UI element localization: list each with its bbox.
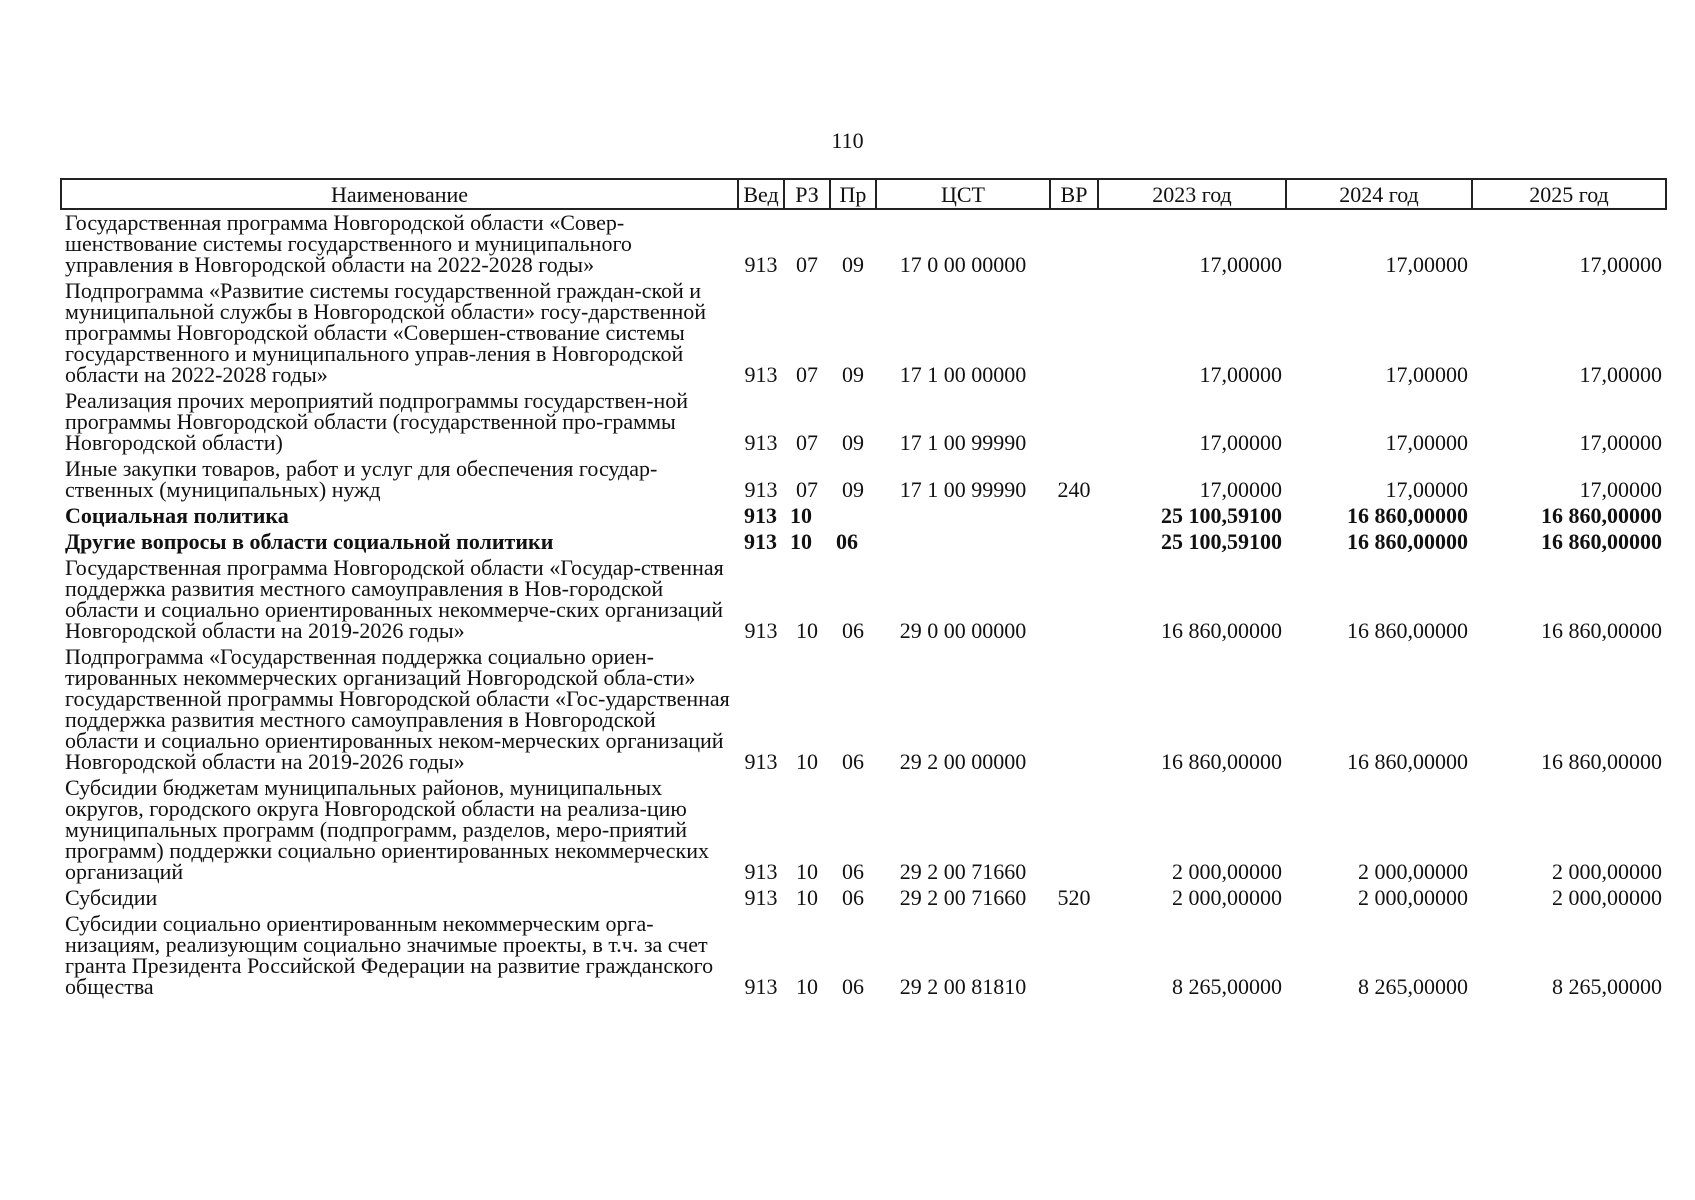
row-pr: 06	[842, 974, 864, 999]
row-name: Подпрограмма «Развитие системы государственной граждан-ской и муниципальной службы в Новгородской области» госу-дарственной программы Новгородской области «Совершен-ствование системы государственного и муниципального управ-ления в Новгородской области на 2022-2028 годы»	[65, 278, 706, 387]
header-pr: Пр	[830, 179, 876, 209]
table-row	[61, 503, 1666, 529]
page-number: 110	[831, 128, 864, 153]
row-cst	[876, 529, 1050, 555]
row-vr	[1050, 775, 1098, 885]
row-name: Субсидии бюджетам муниципальных районов, муниципальных округов, городского округа Новгородской области на реализа-цию муниципальных программ (подпрограмм, разделов, меро-приятий программ) поддержки социально ориентированных некоммерческих организаций	[65, 775, 709, 884]
row-ved: 913	[744, 974, 778, 999]
row-ved: 913	[744, 252, 778, 277]
row-rz: 07	[796, 430, 818, 455]
row-ved: 913	[744, 749, 778, 774]
row-ved: 913	[744, 477, 778, 502]
header-2024: 2024 год	[1286, 179, 1472, 209]
row-rz: 10	[796, 885, 818, 910]
row-2025: 2 000,00000	[1552, 859, 1662, 884]
row-name: Субсидии социально ориентированным некоммерческим орга-низациям, реализующим социально значимые проекты, в т.ч. за счет гранта Президента Российской Федерации на развитие гражданского общества	[65, 911, 714, 999]
row-2023: 17,00000	[1199, 477, 1282, 502]
row-name: Субсидии	[65, 885, 158, 910]
table-row	[61, 278, 1666, 388]
row-name: Реализация прочих мероприятий подпрограммы государствен-ной программы Новгородской области (государственной про-граммы Новгородской области)	[65, 388, 689, 455]
row-2024: 17,00000	[1385, 430, 1468, 455]
row-ved: 913	[744, 430, 778, 455]
row-2023: 2 000,00000	[1172, 859, 1282, 884]
row-2024: 16 860,00000	[1347, 618, 1468, 643]
table-row	[61, 456, 1666, 503]
row-cst: 29 2 00 71660	[899, 885, 1027, 910]
row-name: Подпрограмма «Государственная поддержка социально ориен-тированных некоммерческих организаций Новгородской обла-сти» государственной программы Новгородской области «Гос-ударственная поддержка развития местного самоуправления в Новгородской области и социально ориентированных неком-мерческих организаций Новгородской области на 2019-2026 годы»	[65, 644, 730, 774]
row-rz: 07	[796, 252, 818, 277]
table-row	[61, 529, 1666, 555]
table-body	[61, 209, 1666, 1000]
row-2024: 16 860,00000	[1347, 749, 1468, 774]
row-2024: 8 265,00000	[1358, 974, 1468, 999]
row-2025: 17,00000	[1579, 430, 1662, 455]
header-2025: 2025 год	[1472, 179, 1666, 209]
row-pr	[830, 503, 876, 529]
row-2023: 25 100,59100	[1161, 503, 1282, 528]
row-name: Государственная программа Новгородской области «Государ-ственная поддержка развития местного самоуправления в Нов-городской области и социально ориентированных некоммерче-ских организаций Новгородской области на 2019-2026 годы»	[65, 555, 724, 643]
row-2025: 16 860,00000	[1541, 529, 1662, 554]
row-cst: 29 2 00 71660	[899, 859, 1027, 884]
header-name: Наименование	[61, 179, 738, 209]
row-2025: 17,00000	[1579, 477, 1662, 502]
row-2023: 16 860,00000	[1161, 749, 1282, 774]
row-vr	[1050, 555, 1098, 644]
row-pr: 09	[842, 362, 864, 387]
row-ved: 913	[744, 529, 777, 554]
row-pr: 06	[842, 859, 864, 884]
row-name: Государственная программа Новгородской области «Совер-шенствование системы государственного и муниципального управления в Новгородской области на 2022-2028 годы»	[65, 210, 632, 277]
row-cst: 17 0 00 00000	[899, 252, 1027, 277]
row-rz: 10	[796, 618, 818, 643]
row-2023: 17,00000	[1199, 252, 1282, 277]
row-rz: 07	[796, 477, 818, 502]
row-2023: 17,00000	[1199, 430, 1282, 455]
row-2024: 2 000,00000	[1358, 859, 1468, 884]
table-row	[61, 555, 1666, 644]
row-vr	[1050, 503, 1098, 529]
row-cst: 17 1 00 99990	[899, 477, 1027, 502]
row-cst: 29 0 00 00000	[899, 618, 1027, 643]
row-pr: 09	[842, 477, 864, 502]
table-row	[61, 775, 1666, 885]
row-vr	[1050, 388, 1098, 456]
row-2023: 25 100,59100	[1161, 529, 1282, 554]
header-ved: Вед	[738, 179, 784, 209]
table-row	[61, 644, 1666, 775]
row-pr: 06	[836, 529, 858, 554]
row-vr: 240	[1057, 477, 1091, 502]
row-2023: 2 000,00000	[1172, 885, 1282, 910]
row-2023: 8 265,00000	[1172, 974, 1282, 999]
row-2024: 16 860,00000	[1347, 503, 1468, 528]
row-2024: 17,00000	[1385, 477, 1468, 502]
row-cst: 29 2 00 81810	[899, 974, 1027, 999]
row-2023: 17,00000	[1199, 362, 1282, 387]
row-2025: 16 860,00000	[1541, 618, 1662, 643]
row-pr: 09	[842, 430, 864, 455]
table-row	[61, 209, 1666, 278]
row-rz: 10	[790, 529, 812, 554]
row-pr: 09	[842, 252, 864, 277]
header-rz: РЗ	[784, 179, 830, 209]
table-row	[61, 911, 1666, 1000]
row-ved: 913	[744, 885, 778, 910]
row-vr	[1050, 529, 1098, 555]
row-2025: 16 860,00000	[1541, 503, 1662, 528]
row-2024: 17,00000	[1385, 252, 1468, 277]
table-header	[61, 179, 1666, 209]
row-vr	[1050, 644, 1098, 775]
row-2025: 17,00000	[1579, 252, 1662, 277]
table-row	[61, 388, 1666, 456]
header-2023: 2023 год	[1098, 179, 1286, 209]
row-2024: 16 860,00000	[1347, 529, 1468, 554]
row-2024: 2 000,00000	[1358, 885, 1468, 910]
row-cst: 17 1 00 00000	[899, 362, 1027, 387]
row-cst: 29 2 00 00000	[899, 749, 1027, 774]
budget-table	[60, 178, 1667, 1000]
row-vr	[1050, 278, 1098, 388]
row-2025: 16 860,00000	[1541, 749, 1662, 774]
row-2025: 2 000,00000	[1552, 885, 1662, 910]
row-name: Социальная политика	[65, 503, 289, 528]
row-name: Другие вопросы в области социальной политики	[65, 529, 554, 554]
row-name: Иные закупки товаров, работ и услуг для обеспечения государ-ственных (муниципальных) нужд	[65, 456, 658, 502]
row-vr	[1050, 209, 1098, 278]
row-rz: 10	[796, 974, 818, 999]
table-row	[61, 885, 1666, 911]
row-cst	[876, 503, 1050, 529]
row-cst: 17 1 00 99990	[899, 430, 1027, 455]
row-ved: 913	[744, 618, 778, 643]
row-ved: 913	[744, 859, 778, 884]
row-vr	[1050, 911, 1098, 1000]
header-vr: ВР	[1050, 179, 1098, 209]
header-cst: ЦСТ	[876, 179, 1050, 209]
row-ved: 913	[744, 362, 778, 387]
row-rz: 07	[796, 362, 818, 387]
row-2025: 17,00000	[1579, 362, 1662, 387]
row-pr: 06	[842, 885, 864, 910]
row-pr: 06	[842, 749, 864, 774]
row-2024: 17,00000	[1385, 362, 1468, 387]
row-rz: 10	[790, 503, 812, 528]
row-2023: 16 860,00000	[1161, 618, 1282, 643]
row-rz: 10	[796, 749, 818, 774]
row-pr: 06	[842, 618, 864, 643]
row-vr: 520	[1057, 885, 1091, 910]
row-2025: 8 265,00000	[1552, 974, 1662, 999]
row-ved: 913	[744, 503, 777, 528]
row-rz: 10	[796, 859, 818, 884]
